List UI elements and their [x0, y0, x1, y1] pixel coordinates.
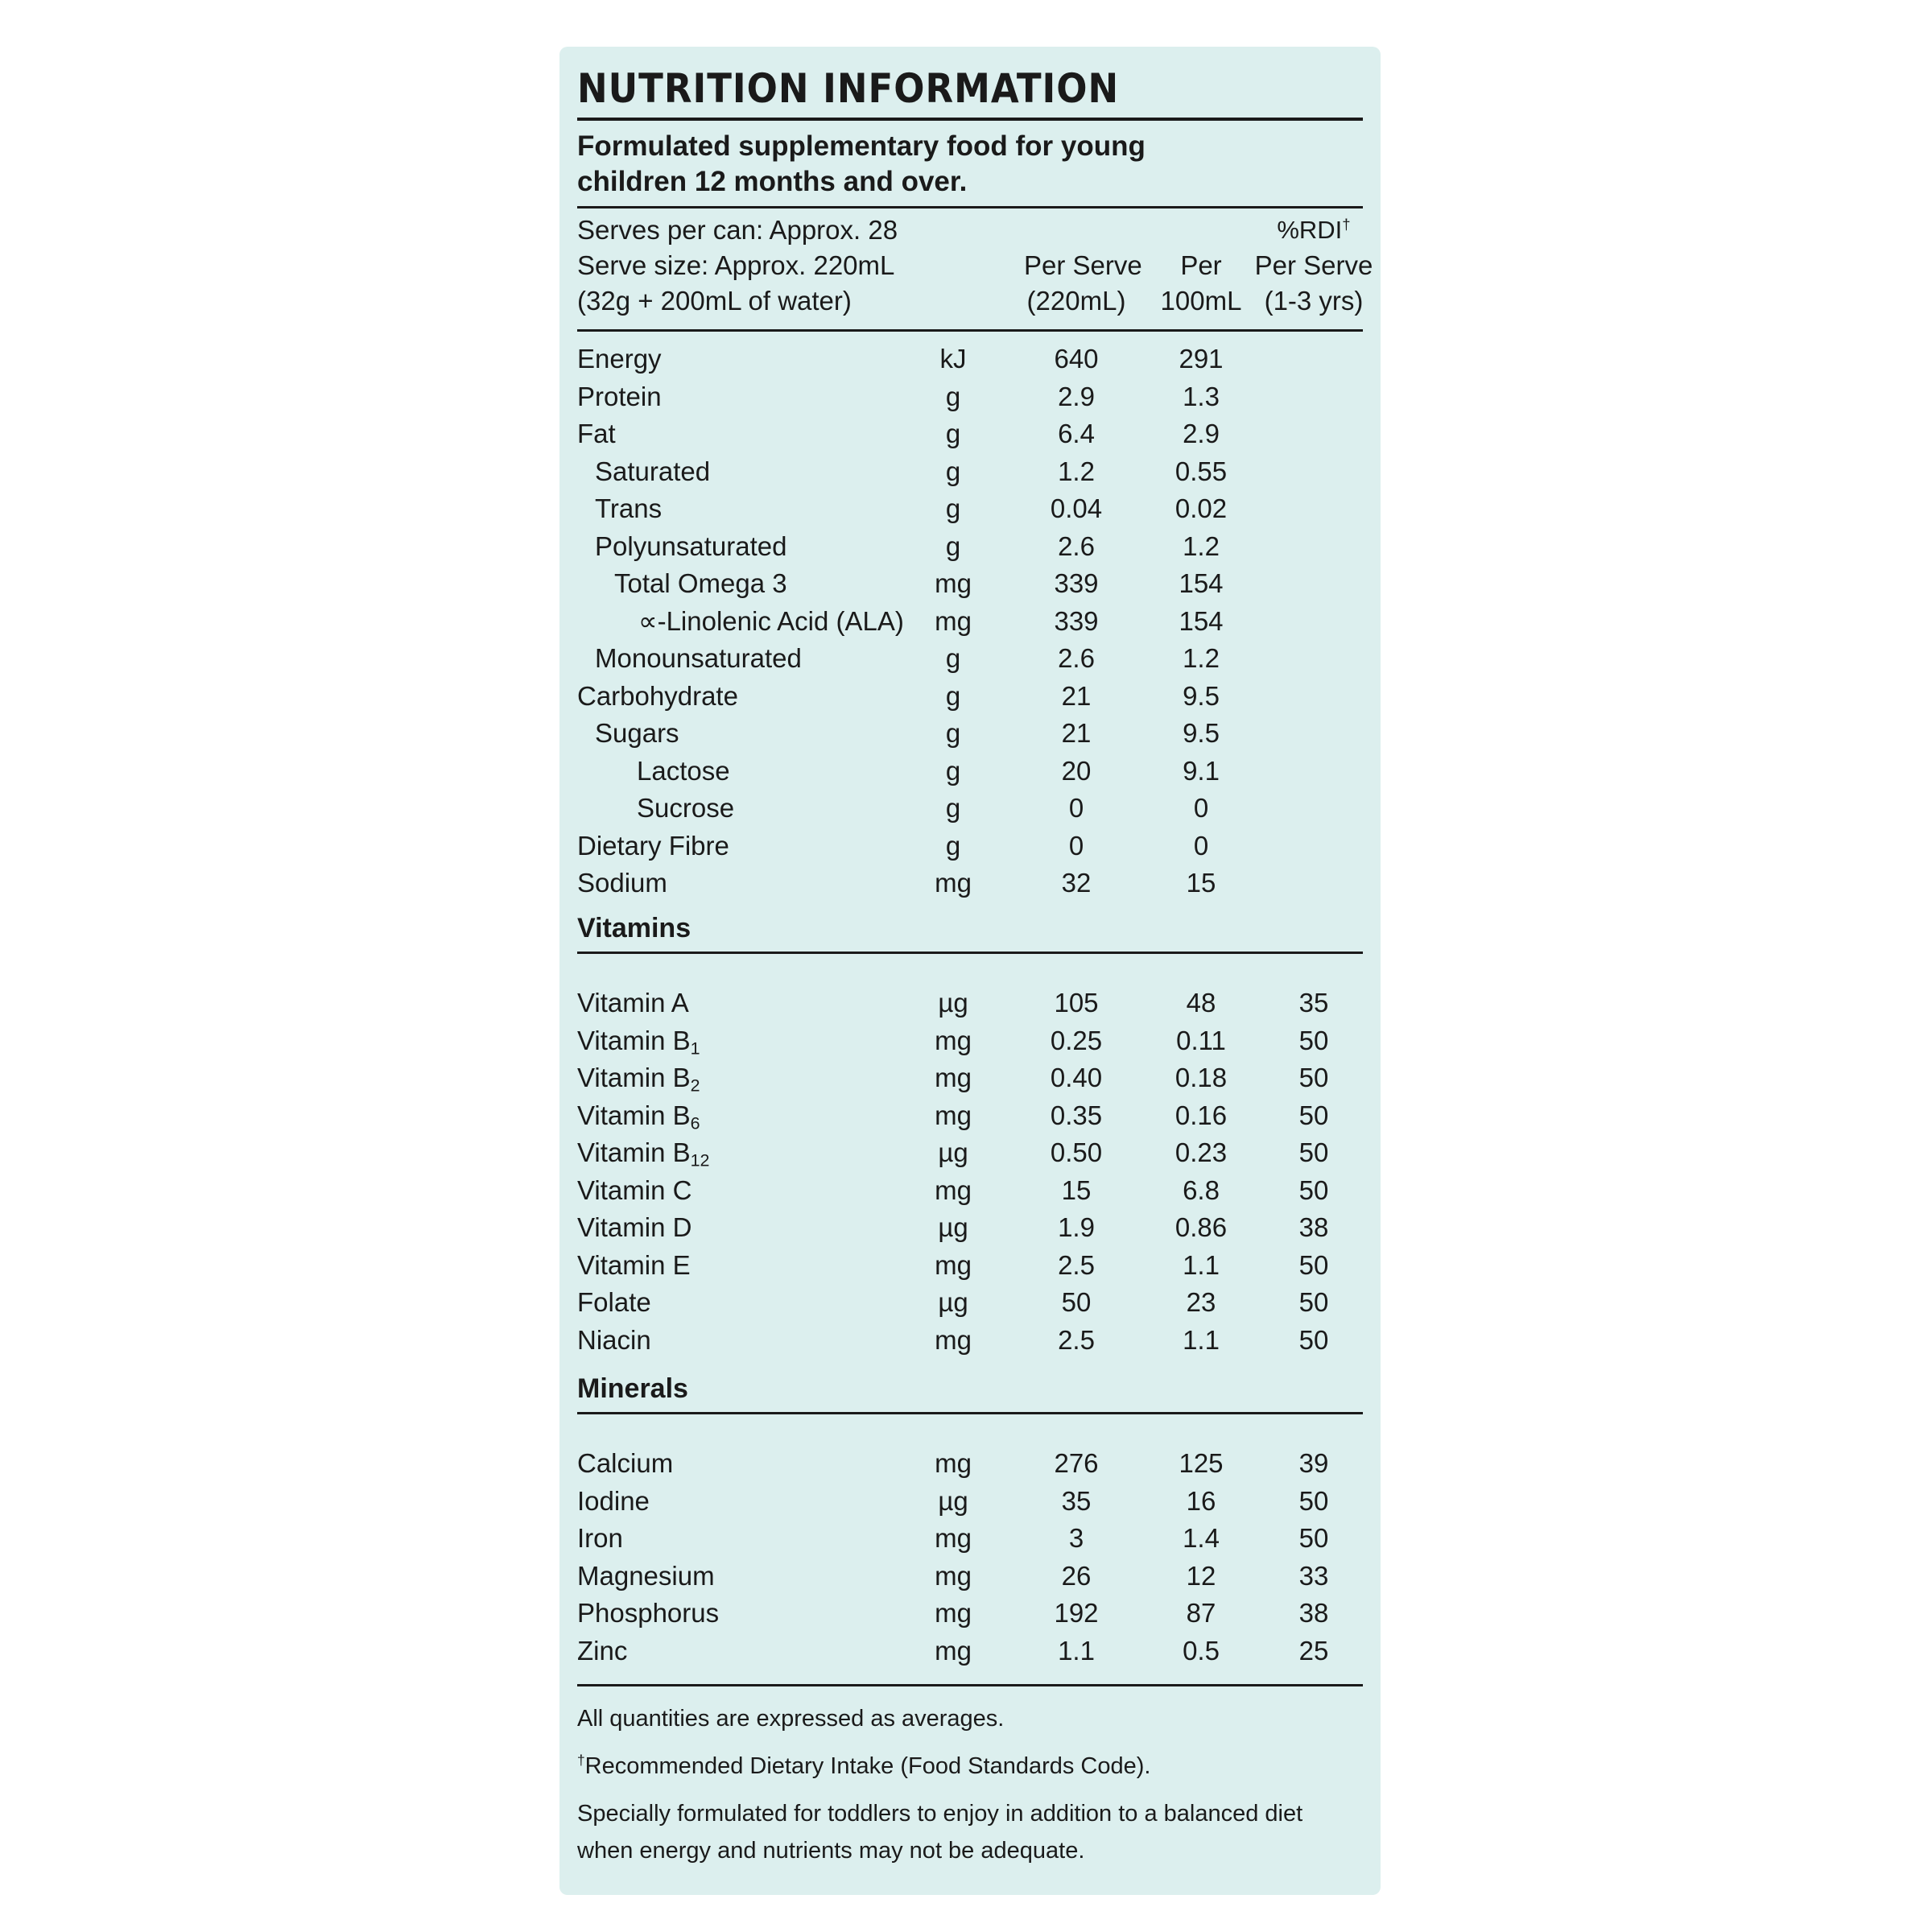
vitamins-rdi: 50: [1298, 1249, 1329, 1280]
minerals-name-text: Magnesium: [577, 1560, 715, 1591]
footer-divider: [577, 1684, 1363, 1686]
vitamins-unit: µg: [938, 1137, 968, 1167]
nutrients-name-text: Sodium: [577, 868, 667, 898]
minerals-unit: mg: [935, 1635, 972, 1666]
vitamins-per-100ml: 6.8: [1183, 1174, 1220, 1205]
minerals-per-serve: 3: [1068, 1523, 1084, 1553]
nutrients-per-serve: 339: [1054, 568, 1099, 598]
nutrients-per-serve: 1.2: [1058, 456, 1095, 486]
nutrients-row: [577, 378, 1363, 415]
vitamins-row: [577, 1059, 1363, 1096]
nutrients-name: [577, 415, 616, 452]
nutrients-per-100ml: 1.2: [1183, 530, 1220, 561]
nutrients-per-100ml: 9.5: [1183, 680, 1220, 711]
vitamins-rdi: 50: [1298, 1025, 1329, 1055]
minerals-heading: Minerals: [577, 1373, 688, 1404]
nutrients-row: [577, 678, 1363, 715]
vitamins-unit: mg: [935, 1174, 972, 1205]
vitamins-per-100ml: 0.86: [1174, 1212, 1228, 1242]
vitamins-per-100ml: 1.1: [1183, 1324, 1220, 1355]
vitamins-row: [577, 1209, 1363, 1246]
serve-size-detail: (32g + 200mL of water): [577, 286, 852, 316]
nutrients-row: [577, 528, 1363, 565]
minerals-per-100ml: 125: [1179, 1448, 1224, 1478]
minerals-row: [577, 1633, 1363, 1670]
minerals-name: [577, 1558, 715, 1595]
nutrients-name-text: Sucrose: [637, 793, 735, 823]
minerals-per-100ml: 0.5: [1183, 1635, 1220, 1666]
vitamins-unit: µg: [938, 1287, 968, 1317]
nutrients-row: [577, 790, 1363, 827]
vitamins-name: [577, 1022, 700, 1059]
vitamins-rdi: 50: [1298, 1063, 1329, 1092]
nutrients-per-serve: 2.6: [1058, 530, 1095, 561]
vitamins-rdi: 50: [1298, 1100, 1329, 1130]
nutrients-per-100ml: 1.2: [1183, 643, 1220, 673]
vitamins-row: [577, 1022, 1363, 1059]
vitamins-name: [577, 1209, 691, 1246]
nutrients-per-serve: 21: [1061, 718, 1092, 748]
vitamins-name-text: Vitamin E: [577, 1249, 691, 1280]
nutrients-row: [577, 715, 1363, 752]
nutrients-per-100ml: 0.02: [1174, 493, 1228, 523]
minerals-row: [577, 1520, 1363, 1557]
vitamins-name: [577, 1097, 700, 1134]
vitamins-name-subscript: 6: [690, 1113, 700, 1133]
vitamins-row: [577, 1284, 1363, 1321]
nutrients-name: [595, 640, 802, 677]
panel-title: NUTRITION INFORMATION: [577, 65, 1120, 112]
nutrients-unit: g: [945, 793, 961, 823]
title-divider: [577, 118, 1363, 121]
nutrients-name: [637, 753, 730, 790]
vitamins-name: [577, 1172, 691, 1209]
subtitle-divider: [577, 206, 1363, 208]
vitamins-name: [577, 1247, 691, 1284]
rdi-header: [1253, 213, 1374, 248]
nutrients-name-text: Saturated: [595, 456, 711, 486]
nutrients-row: [577, 565, 1363, 602]
nutrients-per-100ml: 154: [1179, 568, 1224, 598]
nutrients-name: [577, 865, 667, 902]
minerals-name: [577, 1483, 650, 1520]
vitamins-name-text: Vitamin B: [577, 1025, 691, 1055]
minerals-rdi: 50: [1298, 1485, 1329, 1516]
nutrients-unit: kJ: [939, 344, 967, 374]
minerals-unit: µg: [938, 1485, 968, 1516]
vitamins-row: [577, 1247, 1363, 1284]
nutrients-unit: g: [945, 419, 961, 448]
vitamins-per-100ml: 1.1: [1183, 1249, 1220, 1280]
vitamins-per-serve: 105: [1054, 988, 1099, 1018]
nutrients-unit: g: [945, 493, 961, 523]
nutrients-per-100ml: 9.1: [1183, 755, 1220, 786]
formulation-note: [577, 1795, 1350, 1869]
serve-size: Serve size: Approx. 220mL: [577, 250, 895, 280]
vitamins-name: [577, 1059, 700, 1096]
nutrients-per-serve: 2.9: [1058, 381, 1095, 411]
vitamins-per-100ml: 0.11: [1176, 1025, 1226, 1055]
vitamins-name-text: Niacin: [577, 1324, 651, 1355]
vitamins-name: [577, 1284, 651, 1321]
nutrients-per-100ml: 15: [1186, 868, 1216, 898]
vitamins-name-subscript: 1: [690, 1038, 700, 1058]
minerals-unit: mg: [935, 1560, 972, 1591]
vitamins-per-serve: 15: [1061, 1174, 1092, 1205]
nutrients-per-serve: 0.04: [1050, 493, 1103, 523]
vitamins-name-text: Vitamin B: [577, 1100, 691, 1130]
vitamins-name-text: Vitamin B: [577, 1137, 691, 1167]
vitamins-name-text: Vitamin D: [577, 1212, 692, 1242]
serves-per-can: Serves per can: Approx. 28: [577, 215, 898, 245]
vitamins-name: [577, 1322, 651, 1359]
vitamins-per-100ml: 0.16: [1174, 1100, 1228, 1130]
nutrients-unit: g: [945, 530, 961, 561]
nutrients-unit: g: [945, 718, 961, 748]
minerals-rdi: 33: [1298, 1560, 1329, 1591]
rdi-footnote-text: Recommended Dietary Intake (Food Standards Code).: [584, 1753, 1151, 1779]
nutrients-name-text: Energy: [577, 344, 662, 374]
nutrients-per-100ml: 0: [1193, 793, 1209, 823]
rdi-dagger: †: [1342, 215, 1351, 233]
minerals-name-text: Phosphorus: [577, 1598, 720, 1628]
rdi-per-serve: Per Serve: [1254, 250, 1373, 280]
nutrients-row: [577, 753, 1363, 790]
minerals-per-100ml: 87: [1186, 1598, 1216, 1628]
nutrients-name-text: Fat: [577, 419, 616, 448]
minerals-row: [577, 1483, 1363, 1520]
vitamins-per-serve: 0.35: [1050, 1100, 1103, 1130]
formulation-note-line-2: when energy and nutrients may not be adequate.: [577, 1838, 1085, 1864]
vitamins-unit: mg: [935, 1063, 972, 1092]
rdi-footnote-dagger: †: [577, 1752, 585, 1769]
nutrients-name: [595, 528, 787, 565]
nutrients-name: [637, 790, 734, 827]
per-serve-header: Per Serve: [1024, 250, 1142, 280]
nutrients-per-serve: 0: [1068, 830, 1084, 861]
vitamins-name: [577, 1134, 709, 1171]
nutrients-per-100ml: 291: [1179, 344, 1224, 374]
vitamins-per-100ml: 23: [1186, 1287, 1216, 1317]
nutrients-per-100ml: 9.5: [1183, 718, 1220, 748]
nutrients-name-text: Lactose: [637, 755, 730, 786]
vitamins-rdi: 50: [1298, 1324, 1329, 1355]
vitamins-rdi: 50: [1298, 1174, 1329, 1205]
vitamins-per-serve: 0.25: [1050, 1025, 1103, 1055]
nutrients-per-100ml: 1.3: [1183, 381, 1220, 411]
nutrients-unit: g: [945, 643, 961, 673]
vitamins-name-text: Vitamin B: [577, 1063, 691, 1092]
vitamins-rdi: 35: [1298, 988, 1329, 1018]
minerals-name: [577, 1595, 719, 1632]
nutrients-row: [577, 341, 1363, 378]
nutrients-name-text: Sugars: [595, 718, 679, 748]
minerals-row: [577, 1595, 1363, 1632]
nutrients-name-text: Polyunsaturated: [595, 530, 787, 561]
per-100ml-header: Per: [1180, 250, 1222, 280]
description-line-2: children 12 months and over.: [577, 166, 968, 197]
vitamins-name-text: Vitamin A: [577, 988, 689, 1018]
nutrients-per-serve: 339: [1054, 605, 1099, 636]
nutrients-unit: mg: [935, 605, 972, 636]
vitamins-name-text: Vitamin C: [577, 1174, 692, 1205]
nutrients-row: [577, 453, 1363, 490]
minerals-per-100ml: 1.4: [1183, 1523, 1220, 1553]
nutrients-per-100ml: 0.55: [1174, 456, 1228, 486]
nutrients-per-serve: 640: [1054, 344, 1099, 374]
header-divider: [577, 329, 1363, 332]
vitamins-rdi: 50: [1298, 1137, 1329, 1167]
minerals-name-text: Iodine: [577, 1485, 650, 1516]
nutrients-name-text: Monounsaturated: [595, 643, 802, 673]
minerals-name: [577, 1445, 673, 1482]
nutrients-name: [577, 378, 662, 415]
nutrients-row: [577, 640, 1363, 677]
minerals-name-text: Iron: [577, 1523, 623, 1553]
nutrients-unit: mg: [935, 568, 972, 598]
vitamins-row: [577, 1134, 1363, 1171]
vitamins-per-serve: 50: [1061, 1287, 1092, 1317]
nutrients-unit: mg: [935, 868, 972, 898]
per-100ml-volume: 100mL: [1160, 286, 1242, 316]
vitamins-name-text: Folate: [577, 1287, 651, 1317]
vitamins-row: [577, 1097, 1363, 1134]
vitamins-unit: µg: [938, 988, 968, 1018]
vitamins-unit: mg: [935, 1249, 972, 1280]
nutrients-row: [577, 603, 1363, 640]
nutrients-per-100ml: 2.9: [1183, 419, 1220, 448]
nutrients-unit: g: [945, 456, 961, 486]
nutrients-per-serve: 0: [1068, 793, 1084, 823]
nutrients-row: [577, 865, 1363, 902]
minerals-rdi: 50: [1298, 1523, 1329, 1553]
vitamins-per-100ml: 48: [1186, 988, 1216, 1018]
nutrients-per-100ml: 0: [1193, 830, 1209, 861]
vitamins-rdi: 38: [1298, 1212, 1329, 1242]
nutrients-per-serve: 21: [1061, 680, 1092, 711]
vitamins-unit: µg: [938, 1212, 968, 1242]
minerals-divider: [577, 1412, 1363, 1414]
vitamins-divider: [577, 952, 1363, 954]
nutrients-name: [577, 828, 729, 865]
nutrition-panel: [559, 47, 1381, 1895]
description-line-1: Formulated supplementary food for young: [577, 130, 1146, 162]
nutrients-name: [595, 490, 662, 527]
vitamins-heading: Vitamins: [577, 913, 691, 943]
vitamins-per-serve: 2.5: [1058, 1249, 1095, 1280]
vitamins-unit: mg: [935, 1100, 972, 1130]
minerals-unit: mg: [935, 1598, 972, 1628]
minerals-unit: mg: [935, 1448, 972, 1478]
vitamins-name-subscript: 12: [690, 1150, 710, 1170]
minerals-per-serve: 192: [1054, 1598, 1099, 1628]
nutrients-name: [577, 341, 662, 378]
minerals-per-100ml: 16: [1186, 1485, 1216, 1516]
vitamins-per-serve: 2.5: [1058, 1324, 1095, 1355]
minerals-name: [577, 1520, 623, 1557]
minerals-name-text: Zinc: [577, 1635, 628, 1666]
vitamins-row: [577, 985, 1363, 1022]
nutrients-row: [577, 415, 1363, 452]
nutrients-name-text: Total Omega 3: [614, 568, 787, 598]
nutrients-per-100ml: 154: [1179, 605, 1224, 636]
vitamins-per-serve: 1.9: [1058, 1212, 1095, 1242]
nutrients-name-text: Protein: [577, 381, 662, 411]
nutrients-per-serve: 20: [1061, 755, 1092, 786]
nutrients-name-text: Carbohydrate: [577, 680, 738, 711]
nutrients-name: [595, 715, 679, 752]
minerals-rdi: 39: [1298, 1448, 1329, 1478]
minerals-name: [577, 1633, 627, 1670]
nutrients-row: [577, 828, 1363, 865]
rdi-footnote: [577, 1748, 1350, 1785]
nutrients-per-serve: 2.6: [1058, 643, 1095, 673]
vitamins-unit: mg: [935, 1324, 972, 1355]
vitamins-unit: mg: [935, 1025, 972, 1055]
vitamins-rdi: 50: [1298, 1287, 1329, 1317]
minerals-name-text: Calcium: [577, 1448, 674, 1478]
minerals-per-serve: 26: [1061, 1560, 1092, 1591]
vitamins-per-100ml: 0.23: [1174, 1137, 1228, 1167]
product-description: [577, 129, 1363, 200]
minerals-row: [577, 1445, 1363, 1482]
vitamins-row: [577, 1322, 1363, 1359]
minerals-row: [577, 1558, 1363, 1595]
vitamins-name: [577, 985, 689, 1022]
vitamins-per-serve: 0.50: [1050, 1137, 1103, 1167]
nutrients-name-text: Dietary Fibre: [577, 830, 729, 861]
averages-note: All quantities are expressed as averages.: [577, 1706, 1005, 1732]
nutrients-per-serve: 32: [1061, 868, 1092, 898]
minerals-rdi: 38: [1298, 1598, 1329, 1628]
minerals-unit: mg: [935, 1523, 972, 1553]
nutrients-unit: g: [945, 830, 961, 861]
minerals-per-100ml: 12: [1186, 1560, 1216, 1591]
nutrients-name: [614, 565, 787, 602]
nutrients-name: [595, 453, 710, 490]
rdi-age-range: (1-3 yrs): [1264, 286, 1364, 316]
nutrients-unit: g: [945, 680, 961, 711]
rdi-label: %RDI: [1277, 216, 1343, 244]
nutrients-name: [577, 678, 738, 715]
nutrients-unit: g: [945, 755, 961, 786]
nutrients-per-serve: 6.4: [1058, 419, 1095, 448]
vitamins-per-serve: 0.40: [1050, 1063, 1103, 1092]
vitamins-row: [577, 1172, 1363, 1209]
formulation-note-line-1: Specially formulated for toddlers to enjoy in addition to a balanced diet: [577, 1801, 1303, 1827]
vitamins-per-100ml: 0.18: [1174, 1063, 1228, 1092]
vitamins-name-subscript: 2: [690, 1075, 700, 1096]
nutrients-unit: g: [945, 381, 961, 411]
per-serve-volume: (220mL): [1026, 286, 1126, 316]
nutrients-name-text: Trans: [595, 493, 663, 523]
minerals-per-serve: 276: [1054, 1448, 1099, 1478]
nutrients-name: [638, 603, 904, 640]
minerals-per-serve: 35: [1061, 1485, 1092, 1516]
minerals-rdi: 25: [1298, 1635, 1329, 1666]
nutrients-row: [577, 490, 1363, 527]
nutrients-name-text: ∝-Linolenic Acid (ALA): [638, 605, 904, 636]
minerals-per-serve: 1.1: [1058, 1635, 1095, 1666]
